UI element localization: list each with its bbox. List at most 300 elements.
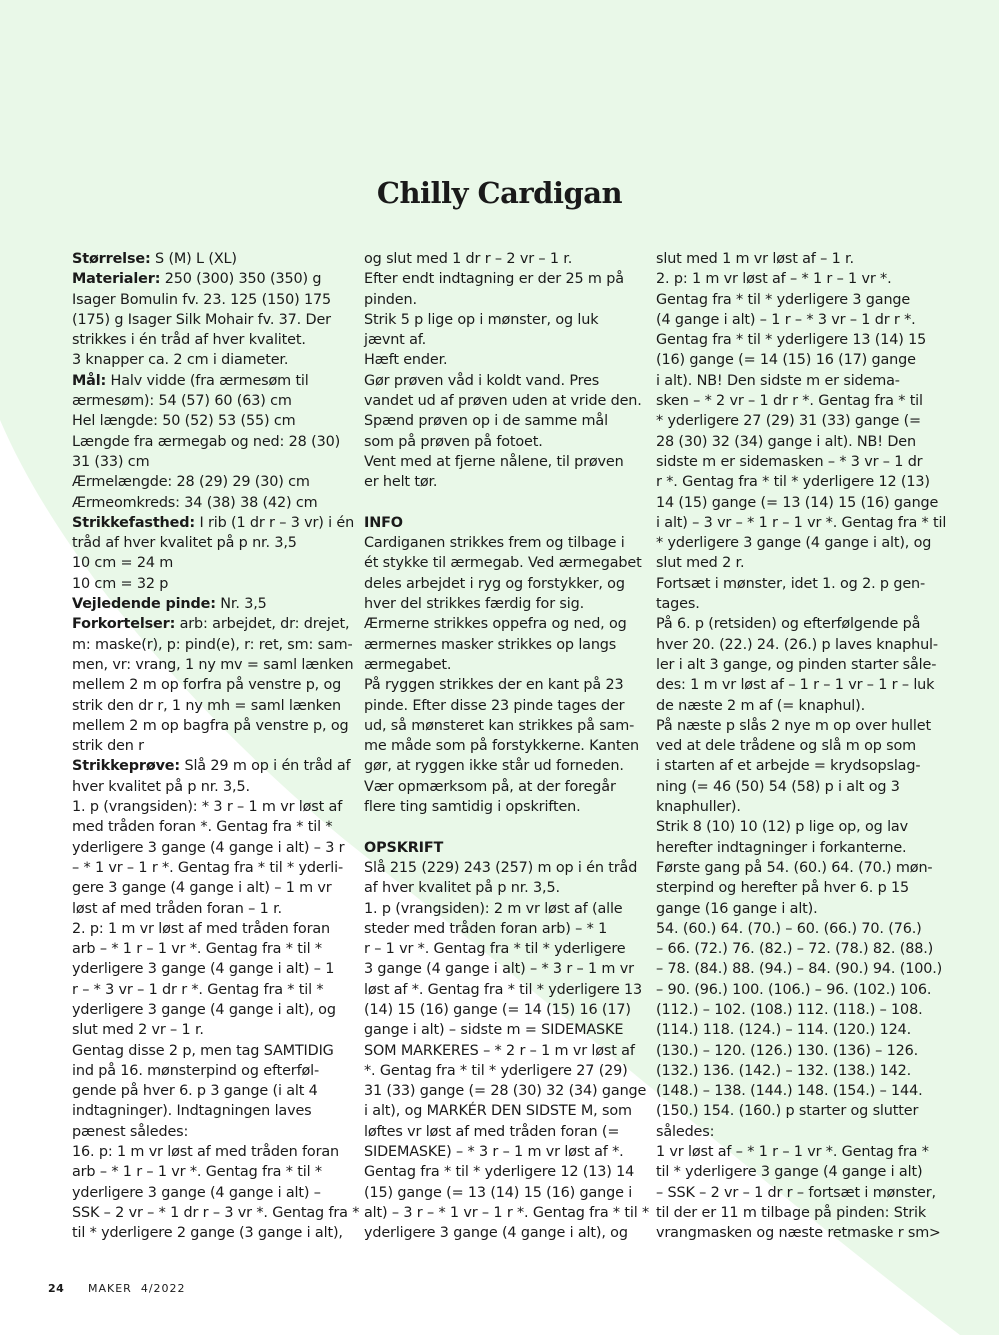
text-line <box>656 1101 936 1121</box>
text-line <box>656 513 947 533</box>
field-label: Forkortelser: <box>72 616 176 633</box>
line-text: strik den r <box>72 738 144 755</box>
line-text: er helt tør. <box>364 474 438 491</box>
text-line <box>364 614 644 634</box>
line-text: og slut med 1 dr r – 2 vr – 1 r. <box>364 251 573 267</box>
text-line <box>364 310 644 330</box>
magazine-issue <box>88 1282 186 1295</box>
line-text: ærmernes masker strikkes op langs <box>364 636 617 653</box>
line-text: r – * 3 vr – 1 dr r *. Gentag fra * til * <box>72 981 324 998</box>
line-text: gende på hver 6. p 3 gange (i alt 4 <box>72 1083 318 1100</box>
text-line <box>72 1203 360 1223</box>
text-line <box>364 655 644 675</box>
line-text: SIDEMASKE) – * 3 r – 1 m vr løst af *. <box>364 1144 624 1161</box>
text-line <box>72 756 352 776</box>
line-text: SSK – 2 vr – * 1 dr r – 3 vr *. Gentag fra * <box>72 1204 360 1221</box>
spacer <box>364 817 644 837</box>
line-text: Gentag disse 2 p, men tag SAMTIDIG <box>72 1042 334 1059</box>
text-line <box>656 1081 936 1101</box>
line-text: sken – * 2 vr – 1 dr r *. Gentag fra * til <box>656 393 923 410</box>
line-text: (112.) – 102. (108.) 112. (118.) – 108. <box>656 1001 923 1018</box>
line-text: Isager Bomulin fv. 23. 125 (150) 175 <box>72 291 331 308</box>
text-line <box>364 371 644 391</box>
text-line <box>72 939 352 959</box>
text-line <box>72 878 352 898</box>
line-text: hver 20. (22.) 24. (26.) p laves knaphul- <box>656 636 938 653</box>
text-line <box>72 553 352 573</box>
line-text: Hæft ender. <box>364 352 448 369</box>
line-text: – * 1 vr – 1 r *. Gentag fra * til * yderli- <box>72 859 344 876</box>
line-text: 1 vr løst af – * 1 r – 1 vr *. Gentag fra * <box>656 1144 929 1161</box>
line-text: – 90. (96.) 100. (106.) – 96. (102.) 106. <box>656 981 932 998</box>
line-text: sterpind og herefter på hver 6. p 15 <box>656 880 910 897</box>
line-text: ud, så mønsteret kan strikkes på sam- <box>364 717 635 734</box>
line-text: (175) g Isager Silk Mohair fv. 37. Der <box>72 311 331 328</box>
line-text: ærmesøm): 54 (57) 60 (63) cm <box>72 393 292 410</box>
text-line <box>72 614 352 634</box>
field-label: Strikkeprøve: <box>72 758 181 775</box>
line-text: de næste 2 m af (= knaphul). <box>656 697 866 714</box>
text-line <box>656 756 936 776</box>
line-text: herefter indtagninger i forkanterne. <box>656 839 907 856</box>
text-line <box>656 635 936 655</box>
line-text: (150.) 154. (160.) p starter og slutter <box>656 1103 919 1120</box>
text-line <box>656 371 936 391</box>
line-text: På næste p slås 2 nye m op over hullet <box>656 717 931 734</box>
text-line <box>364 899 644 919</box>
text-line <box>72 919 352 939</box>
text-line <box>72 1041 352 1061</box>
text-line <box>656 432 936 452</box>
text-line <box>364 1061 644 1081</box>
section-heading: INFO <box>364 514 403 531</box>
line-text: yderligere 3 gange (4 gange i alt), og <box>364 1225 628 1242</box>
text-line <box>364 350 644 370</box>
text-line <box>72 980 352 1000</box>
line-text: vrangmasken og næste retmaske r sm <box>656 1225 930 1242</box>
text-line <box>364 858 644 878</box>
line-text: alt) – 3 r – * 1 vr – 1 r *. Gentag fra * til * <box>364 1204 650 1221</box>
line-text: * yderligere 27 (29) 31 (33) gange (= <box>656 413 921 430</box>
line-text: * yderligere 3 gange (4 gange i alt), og <box>656 535 932 552</box>
text-line <box>656 533 936 553</box>
line-text: tråd af hver kvalitet på p nr. 3,5 <box>72 535 297 552</box>
line-text: Fortsæt i mønster, idet 1. og 2. p gen- <box>656 575 926 592</box>
text-line <box>72 452 352 472</box>
line-text: 16. p: 1 m vr løst af med tråden foran <box>72 1144 339 1161</box>
line-text: tages. <box>656 596 700 613</box>
text-line <box>656 919 936 939</box>
page-title: Chilly Cardigan <box>376 176 623 210</box>
text-line <box>72 858 352 878</box>
text-line <box>72 1020 352 1040</box>
line-text: ærmegabet. <box>364 656 452 673</box>
text-line <box>364 1020 644 1040</box>
text-line <box>72 1000 352 1020</box>
continue-arrow: > <box>929 1225 941 1241</box>
line-text: (14) 15 (16) gange (= 14 (15) 16 (17) <box>364 1001 631 1018</box>
line-text: (15) gange (= 13 (14) 15 (16) gange i <box>364 1184 633 1201</box>
line-text: steder med tråden foran arb) – * 1 <box>364 920 608 937</box>
text-line <box>656 736 936 756</box>
text-line <box>72 574 352 594</box>
text-line <box>364 716 644 736</box>
line-text: 3 knapper ca. 2 cm i diameter. <box>72 352 289 369</box>
text-line <box>364 269 644 289</box>
text-line <box>72 1183 352 1203</box>
text-line <box>72 472 352 492</box>
line-text: 10 cm = 24 m <box>72 555 174 572</box>
line-text: flere ting samtidig i opskriften. <box>364 799 581 816</box>
line-text: således: <box>656 1123 715 1140</box>
line-text: med tråden foran *. Gentag fra * til * <box>72 819 333 836</box>
text-line <box>72 655 352 675</box>
line-text: (148.) – 138. (144.) 148. (154.) – 144. <box>656 1083 923 1100</box>
line-text: løst af *. Gentag fra * til * yderligere 13 <box>364 981 643 998</box>
text-line <box>656 1061 936 1081</box>
text-line <box>364 1142 644 1162</box>
line-text: Strik 5 p lige op i mønster, og luk <box>364 311 599 328</box>
issue-number: 4/2022 <box>140 1282 186 1295</box>
line-text: slut med 2 r. <box>656 555 745 572</box>
text-line <box>72 1081 352 1101</box>
line-text: sidste m er sidemasken – * 3 vr – 1 dr <box>656 453 923 470</box>
text-line <box>72 1162 352 1182</box>
line-text: men, vr: vrang, 1 ny mv = saml lænken <box>72 656 354 673</box>
text-line <box>72 1223 352 1243</box>
line-text: jævnt af. <box>364 332 427 349</box>
line-text: pinde. Efter disse 23 pinde tages der <box>364 697 625 714</box>
text-line <box>656 472 936 492</box>
text-line <box>72 696 352 716</box>
line-text: Længde fra ærmegab og ned: 28 (30) <box>72 433 341 450</box>
text-line <box>72 1122 352 1142</box>
text-line <box>656 1020 936 1040</box>
text-line <box>364 797 644 817</box>
page-number: 24 <box>48 1282 65 1295</box>
line-text: – SSK – 2 vr – 1 dr r – fortsæt i mønster, <box>656 1184 936 1201</box>
text-line <box>656 290 936 310</box>
text-line <box>72 269 352 289</box>
text-line <box>364 878 644 898</box>
text-line <box>72 817 352 837</box>
field-label: Materialer: <box>72 271 161 288</box>
text-line <box>364 635 644 655</box>
line-text: Gentag fra * til * yderligere 12 (13) 14 <box>364 1164 635 1181</box>
line-text: mellem 2 m op bagfra på venstre p, og <box>72 717 349 734</box>
line-text: vandet ud af prøven uden at vride den. <box>364 393 642 410</box>
line-text: 1. p (vrangsiden): * 3 r – 1 m vr løst af <box>72 799 343 816</box>
line-text: 28 (30) 32 (34) gange i alt). NB! Den <box>656 433 916 450</box>
text-line <box>364 777 644 797</box>
text-line <box>364 290 644 310</box>
field-label: Strikkefasthed: <box>72 514 196 531</box>
text-line <box>72 249 352 269</box>
line-text: S (M) L (XL) <box>150 251 237 267</box>
line-text: 3 gange (4 gange i alt) – * 3 r – 1 m vr <box>364 961 634 978</box>
text-line <box>72 959 352 979</box>
line-text: arb – * 1 r – 1 vr *. Gentag fra * til * <box>72 941 322 958</box>
line-text: mellem 2 m op forfra på venstre p, og <box>72 677 342 694</box>
text-line <box>72 432 352 452</box>
line-text: Hel længde: 50 (52) 53 (55) cm <box>72 413 296 430</box>
line-text: slut med 2 vr – 1 r. <box>72 1022 204 1039</box>
line-text: gør, at ryggen ikke står ud forneden. <box>364 758 624 775</box>
line-text: 2. p: 1 m vr løst af – * 1 r – 1 vr *. <box>656 271 892 288</box>
line-text: ét stykke til ærmegab. Ved ærmegabet <box>364 555 642 572</box>
text-line <box>364 574 644 594</box>
line-text: i starten af et arbejde = krydsopslag- <box>656 758 921 775</box>
text-line <box>656 310 936 330</box>
text-line <box>72 797 352 817</box>
text-line <box>656 878 936 898</box>
text-line <box>364 452 644 472</box>
line-text: Efter endt indtagning er der 25 m på <box>364 271 624 288</box>
text-line <box>72 310 352 330</box>
text-line <box>656 614 936 634</box>
line-text: strikkes i én tråd af hver kvalitet. <box>72 332 306 349</box>
text-line <box>364 1101 644 1121</box>
column-1 <box>72 249 360 1244</box>
line-text: til der er 11 m tilbage på pinden: Strik <box>656 1204 927 1221</box>
line-text: 2. p: 1 m vr løst af med tråden foran <box>72 920 330 937</box>
line-text: løst af med tråden foran – 1 r. <box>72 900 282 917</box>
column-3 <box>656 249 947 1244</box>
line-text: som på prøven på fotoet. <box>364 433 543 450</box>
line-text: af hver kvalitet på p nr. 3,5. <box>364 880 560 897</box>
text-line <box>72 1061 352 1081</box>
text-line <box>656 493 939 513</box>
text-line <box>72 716 352 736</box>
text-line <box>656 1223 936 1243</box>
text-line <box>656 817 936 837</box>
text-line <box>364 1203 650 1223</box>
text-line <box>656 452 936 472</box>
text-line <box>656 1183 936 1203</box>
text-line <box>656 655 936 675</box>
text-line <box>656 939 936 959</box>
line-text: i alt), og MARKÉR DEN SIDSTE M, som <box>364 1103 632 1120</box>
text-line <box>364 1162 644 1182</box>
text-line <box>364 1081 647 1101</box>
text-line <box>72 350 352 370</box>
field-label: Vejledende pinde: <box>72 596 216 613</box>
line-text: (114.) 118. (124.) – 114. (120.) 124. <box>656 1022 912 1039</box>
field-label: Mål: <box>72 372 107 389</box>
line-text: gere 3 gange (4 gange i alt) – 1 m vr <box>72 880 332 897</box>
line-text: SOM MARKERES – * 2 r – 1 m vr løst af <box>364 1042 635 1059</box>
line-text: Ærmelængde: 28 (29) 29 (30) cm <box>72 474 310 491</box>
line-text: ind på 16. mønsterpind og efterføl- <box>72 1062 320 1079</box>
text-line <box>72 391 352 411</box>
line-text: 54. (60.) 64. (70.) – 60. (66.) 70. (76.) <box>656 920 922 937</box>
line-text: r – 1 vr *. Gentag fra * til * yderligere <box>364 941 626 958</box>
line-text: til * yderligere 2 gange (3 gange i alt), <box>72 1225 343 1242</box>
text-line <box>656 1122 936 1142</box>
text-line <box>364 472 644 492</box>
text-line <box>656 1142 936 1162</box>
magazine-name: MAKER <box>88 1282 132 1295</box>
line-text: 31 (33) cm <box>72 453 150 470</box>
line-text: ler i alt 3 gange, og pinden starter såle- <box>656 656 937 673</box>
text-line <box>364 736 644 756</box>
text-line <box>656 269 936 289</box>
line-text: Vær opmærksom på, at der foregår <box>364 778 616 795</box>
text-line <box>656 838 936 858</box>
line-text: ning (= 46 (50) 54 (58) p i alt og 3 <box>656 778 900 795</box>
line-text: deles arbejdet i ryg og forstykker, og <box>364 575 625 592</box>
line-text: Ærmeomkreds: 34 (38) 38 (42) cm <box>72 494 318 511</box>
text-line <box>364 594 644 614</box>
text-line <box>364 1223 644 1243</box>
text-line <box>72 290 352 310</box>
text-line <box>72 533 352 553</box>
line-text: – 66. (72.) 76. (82.) – 72. (78.) 82. (88.) <box>656 941 934 958</box>
line-text: I rib (1 dr r – 3 vr) i én <box>195 514 355 531</box>
text-line <box>364 959 644 979</box>
text-line <box>72 777 352 797</box>
line-text: r *. Gentag fra * til * yderligere 12 (13) <box>656 474 930 491</box>
text-line <box>364 432 644 452</box>
text-line <box>72 899 352 919</box>
text-line <box>72 1142 352 1162</box>
text-line <box>656 330 936 350</box>
text-line <box>656 249 936 269</box>
text-line <box>72 635 352 655</box>
line-text: hver kvalitet på p nr. 3,5. <box>72 778 250 795</box>
text-line <box>656 1041 936 1061</box>
line-text: des: 1 m vr løst af – 1 r – 1 vr – 1 r – luk <box>656 677 935 694</box>
line-text: (132.) 136. (142.) – 132. (138.) 142. <box>656 1062 912 1079</box>
line-text: pinden. <box>364 291 417 308</box>
line-text: me måde som på forstykkerne. Kanten <box>364 738 639 755</box>
line-text: På ryggen strikkes der en kant på 23 <box>364 677 624 694</box>
text-line <box>656 696 936 716</box>
text-line <box>656 716 936 736</box>
text-line <box>656 553 936 573</box>
text-line <box>364 411 644 431</box>
line-text: 14 (15) gange (= 13 (14) 15 (16) gange <box>656 494 939 511</box>
line-text: (130.) – 120. (126.) 130. (136) – 126. <box>656 1042 919 1059</box>
line-text: til * yderligere 3 gange (4 gange i alt) <box>656 1164 923 1181</box>
line-text: gange i alt) – sidste m = SIDEMASKE <box>364 1022 624 1039</box>
text-line <box>364 919 644 939</box>
text-line <box>656 391 936 411</box>
text-line <box>72 513 355 533</box>
line-text: Ærmerne strikkes oppefra og ned, og <box>364 616 627 633</box>
line-text: yderligere 3 gange (4 gange i alt) – 1 <box>72 961 335 978</box>
text-line <box>364 939 644 959</box>
line-text: (4 gange i alt) – 1 r – * 3 vr – 1 dr r *. <box>656 311 916 328</box>
line-text: Halv vidde (fra ærmesøm til <box>106 372 309 389</box>
line-text: ved at dele trådene og slå m op som <box>656 738 917 755</box>
line-text: indtagninger). Indtagningen laves <box>72 1103 312 1120</box>
text-line <box>656 858 936 878</box>
text-line <box>364 1183 644 1203</box>
line-text: Gentag fra * til * yderligere 3 gange <box>656 291 911 308</box>
line-text: 31 (33) gange (= 28 (30) 32 (34) gange <box>364 1083 647 1100</box>
spacer <box>364 493 644 513</box>
line-text: 1. p (vrangsiden): 2 m vr løst af (alle <box>364 900 623 917</box>
column-2 <box>364 249 650 1244</box>
line-text: (16) gange (= 14 (15) 16 (17) gange <box>656 352 916 369</box>
text-line <box>364 1041 644 1061</box>
text-line <box>72 675 352 695</box>
text-line <box>364 696 644 716</box>
text-line <box>656 594 936 614</box>
line-text: Spænd prøven op i de samme mål <box>364 413 608 430</box>
field-label: Størrelse: <box>72 251 151 267</box>
text-line <box>656 777 936 797</box>
line-text: *. Gentag fra * til * yderligere 27 (29) <box>364 1062 628 1079</box>
text-line <box>72 594 352 614</box>
text-line <box>656 350 936 370</box>
text-line <box>364 533 644 553</box>
text-line <box>656 980 936 1000</box>
line-text: Slå 215 (229) 243 (257) m op i én tråd <box>364 859 638 876</box>
text-line <box>72 1101 352 1121</box>
text-line <box>364 675 644 695</box>
text-line <box>364 756 644 776</box>
text-line <box>656 411 936 431</box>
line-text: strik den dr r, 1 ny mh = saml lænken <box>72 697 342 714</box>
text-line <box>72 838 352 858</box>
line-text: Gør prøven våd i koldt vand. Pres <box>364 372 600 389</box>
line-text: Nr. 3,5 <box>215 596 267 613</box>
text-line <box>364 1122 644 1142</box>
text-line <box>364 1000 644 1020</box>
line-text: m: maske(r), p: pind(e), r: ret, sm: sam- <box>72 636 353 653</box>
line-text: Gentag fra * til * yderligere 13 (14) 15 <box>656 332 927 349</box>
text-line <box>72 736 352 756</box>
text-line <box>656 1203 936 1223</box>
text-line <box>72 493 352 513</box>
section-heading: OPSKRIFT <box>364 839 444 856</box>
text-line <box>364 980 644 1000</box>
line-text: yderligere 3 gange (4 gange i alt), og <box>72 1001 336 1018</box>
line-text: – 78. (84.) 88. (94.) – 84. (90.) 94. (100.) <box>656 961 943 978</box>
text-line <box>656 1162 936 1182</box>
line-text: hver del strikkes færdig for sig. <box>364 596 584 613</box>
line-text: Strik 8 (10) 10 (12) p lige op, og lav <box>656 819 908 836</box>
line-text: 10 cm = 32 p <box>72 575 169 592</box>
text-line <box>656 959 943 979</box>
line-text: gange (16 gange i alt). <box>656 900 818 917</box>
text-line <box>72 411 352 431</box>
text-line <box>364 249 644 269</box>
line-text: løftes vr løst af med tråden foran (= <box>364 1123 620 1140</box>
line-text: knaphuller). <box>656 799 741 816</box>
text-line <box>364 330 644 350</box>
text-line <box>364 391 644 411</box>
line-text: Første gang på 54. (60.) 64. (70.) møn- <box>656 859 933 876</box>
line-text: yderligere 3 gange (4 gange i alt) – <box>72 1184 321 1201</box>
line-text: slut med 1 m vr løst af – 1 r. <box>656 251 854 267</box>
line-text: Cardiganen strikkes frem og tilbage i <box>364 535 625 552</box>
text-line <box>72 371 352 391</box>
line-text: pænest således: <box>72 1123 189 1140</box>
text-line <box>656 675 936 695</box>
text-line <box>656 1000 936 1020</box>
line-text: arb – * 1 r – 1 vr *. Gentag fra * til * <box>72 1164 322 1181</box>
line-text: På 6. p (retsiden) og efterfølgende på <box>656 616 921 633</box>
text-line <box>656 574 936 594</box>
line-text: i alt). NB! Den sidste m er sidema- <box>656 372 900 389</box>
text-line <box>72 330 352 350</box>
line-text: arb: arbejdet, dr: drejet, <box>175 616 350 633</box>
line-text: Vent med at fjerne nålene, til prøven <box>364 453 624 470</box>
line-text: yderligere 3 gange (4 gange i alt) – 3 r <box>72 839 345 856</box>
